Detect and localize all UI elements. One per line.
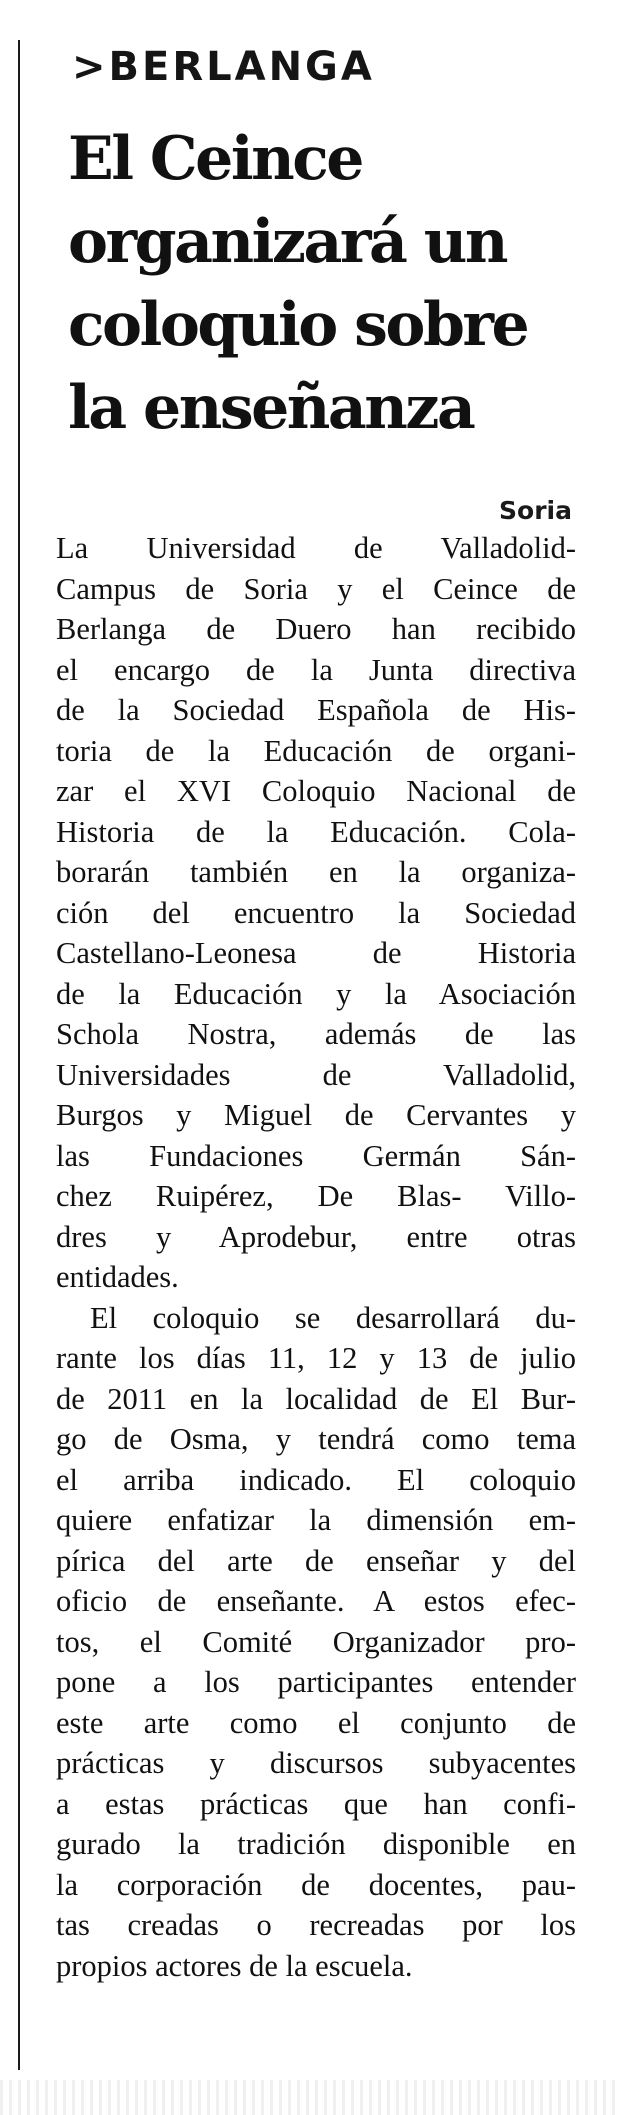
body-line: Castellano-Leonesa de Historia (56, 936, 576, 970)
body-line: Campus de Soria y el Ceince de (56, 571, 576, 606)
scan-noise (0, 2080, 617, 2115)
body-line: oficio de enseñante. A estos efec- (56, 1584, 576, 1618)
body-line: Universidades de Valladolid, (56, 1057, 576, 1092)
article-body (56, 528, 576, 1986)
body-line: de 2011 en la localidad de El Bur- (56, 1381, 576, 1416)
body-line: ción del encuentro la Sociedad (56, 895, 576, 930)
body-line: la corporación de docentes, pau- (56, 1867, 576, 1902)
body-line: rante los días 11, 12 y 13 de julio (56, 1341, 576, 1375)
body-line: propios actores de la escuela. (56, 1948, 413, 1983)
body-line: borarán también en la organiza- (56, 855, 576, 889)
body-line: el encargo de la Junta directiva (56, 652, 576, 687)
column-rule (18, 40, 20, 2070)
body-line: tos, el Comité Organizador pro- (56, 1624, 576, 1659)
body-line: a estas prácticas que han confi- (56, 1786, 576, 1821)
body-line: pírica del arte de enseñar y del (56, 1543, 576, 1578)
body-line: quiere enfatizar la dimensión em- (56, 1503, 576, 1537)
body-line: chez Ruipérez, De Blas- Villo- (56, 1179, 576, 1213)
body-line: Burgos y Miguel de Cervantes y (56, 1098, 576, 1132)
body-line: pone a los participantes entender (56, 1665, 576, 1699)
body-line: de la Educación y la Asociación (56, 976, 576, 1011)
paragraph-2 (56, 1298, 576, 1987)
body-line: Historia de la Educación. Cola- (56, 814, 576, 849)
body-line: toria de la Educación de organi- (56, 733, 576, 768)
body-line: prácticas y discursos subyacentes (56, 1746, 576, 1780)
headline (68, 118, 608, 450)
body-line: go de Osma, y tendrá como tema (56, 1422, 576, 1456)
body-line: tas creadas o recreadas por los (56, 1908, 576, 1942)
body-line: el arriba indicado. El coloquio (56, 1462, 576, 1497)
byline: Soria (499, 496, 572, 525)
headline-line: El Ceince (68, 124, 362, 194)
body-line: gurado la tradición disponible en (56, 1827, 576, 1861)
body-line: entidades. (56, 1260, 179, 1294)
body-line: este arte como el conjunto de (56, 1705, 576, 1740)
paragraph-1 (56, 528, 576, 1298)
headline-line: coloquio sobre (68, 290, 528, 360)
headline-line: la enseñanza (68, 373, 474, 443)
headline-line: organizará un (68, 207, 506, 277)
body-line: dres y Aprodebur, entre otras (56, 1219, 576, 1254)
body-line: Schola Nostra, además de las (56, 1017, 576, 1051)
body-line: de la Sociedad Española de His- (56, 693, 576, 727)
section-label: >BERLANGA (72, 44, 375, 90)
body-line: zar el XVI Coloquio Nacional de (56, 774, 576, 808)
body-line: El coloquio se desarrollará du- (90, 1300, 576, 1335)
body-line: las Fundaciones Germán Sán- (56, 1138, 576, 1173)
body-line: La Universidad de Valladolid- (56, 531, 576, 565)
body-line: Berlanga de Duero han recibido (56, 612, 576, 646)
